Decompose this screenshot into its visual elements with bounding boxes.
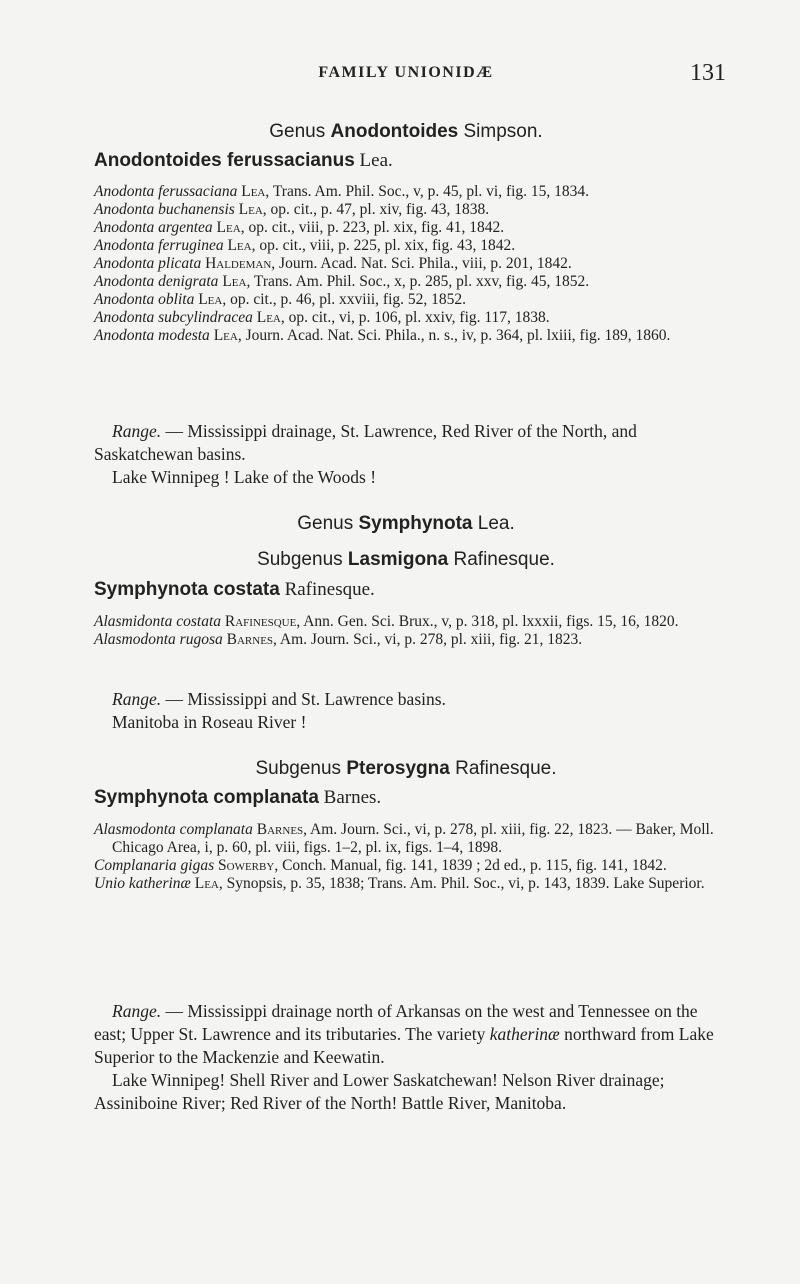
synonym-name: Anodonta modesta [94,327,210,344]
synonym-entry [94,613,718,631]
synonym-author: Lea [227,237,252,254]
page-number: 131 [690,60,726,86]
synonym-author: Rafinesque [224,613,297,630]
synonym-entry [94,631,718,649]
genus-name: Symphynota [358,513,473,534]
synonym-citation: , Ann. Gen. Sci. Brux., v, p. 318, pl. lxxxii, figs. 15, 16, 1820. [296,613,679,630]
genus-author: Lea. [472,513,515,534]
subgenus-author: Rafinesque. [449,758,557,779]
localities-paragraph: Lake Winnipeg! Shell River and Lower Saskatchewan! Nelson River drainage; Assiniboine River; Red River of the North! Battle River, Manitoba. [94,1070,665,1113]
synonym-entry [94,237,718,255]
synonym-name: Alasmodonta complanata [94,821,253,838]
synonym-citation: , Am. Journ. Sci., vi, p. 278, pl. xiii, fig. 22, 1823. — Baker, Moll. Chicago Area, i, p. 60, pl. viii, figs. 1–2, pl. ix, figs. 1–4, 1898. [112,821,714,856]
synonym-entry [94,201,718,219]
synonym-author: Sowerby [218,857,275,874]
synonym-name: Complanaria gigas [94,857,215,874]
subgenus-name: Lasmigona [347,549,449,570]
synonym-author: Barnes [226,631,274,648]
synonym-author: Lea [198,291,223,308]
synonym-name: Anodonta subcylindracea [94,309,253,326]
synonym-entry [94,309,718,327]
range-paragraph [94,1000,718,1069]
synonym-author: Barnes [256,821,304,838]
synonym-name: Anodonta buchanensis [94,201,235,218]
synonym-name: Anodonta ferussaciana [94,183,238,200]
genus-heading-symphynota [94,512,718,536]
synonym-name: Anodonta plicata [94,255,202,272]
synonym-citation: , op. cit., p. 47, pl. xiv, fig. 43, 1838. [262,201,490,218]
species-author: Barnes. [318,787,382,808]
synonym-entry [94,875,718,893]
synonym-name: Anodonta argentea [94,219,213,236]
species-author: Rafinesque. [279,579,375,600]
synonym-author: Lea [213,327,238,344]
range-paragraph [94,688,718,711]
synonym-citation: , Trans. Am. Phil. Soc., x, p. 285, pl. xxv, fig. 45, 1852. [246,273,590,290]
species-author: Lea. [354,150,393,171]
range-text-continued: northward from Lake Superior to the Mackenzie and Keewatin. [94,1024,714,1067]
synonym-name: Anodonta ferruginea [94,237,224,254]
species-heading-complanata [94,786,718,810]
synonym-citation: , op. cit., viii, p. 225, pl. xix, fig. 43, 1842. [251,237,516,254]
synonym-author: Lea [241,183,266,200]
range-block [94,420,718,489]
synonym-citation: , op. cit., viii, p. 223, pl. xix, fig. 41, 1842. [240,219,505,236]
synonymy-list [94,183,718,345]
synonym-entry [94,219,718,237]
running-head [94,60,726,88]
genus-prefix: Genus [269,121,331,142]
running-head-title: FAMILY UNIONIDÆ [318,64,494,81]
synonym-author: Lea [194,875,219,892]
synonym-author: Lea [222,273,247,290]
subgenus-heading-pterosygna [94,757,718,781]
range-label: Range. [112,689,162,709]
range-block [94,688,718,734]
synonym-citation: , Conch. Manual, fig. 141, 1839 ; 2d ed., p. 115, fig. 141, 1842. [274,857,667,874]
genus-heading-anodontoides [94,120,718,144]
species-heading-costata [94,578,718,602]
synonym-name: Unio katherinæ [94,875,191,892]
species-name: Anodontoides ferussacianus [94,150,355,171]
subgenus-heading-lasmigona [94,548,718,572]
genus-name: Anodontoides [330,121,459,142]
synonym-author: Lea [216,219,241,236]
synonym-name: Anodonta denigrata [94,273,219,290]
synonym-entry [94,857,718,875]
range-text: — Mississippi drainage north of Arkansas on the west and Tennessee on the east; Upper St. Lawrence and its tributaries. The variety [94,1001,698,1044]
range-text: — Mississippi drainage, St. Lawrence, Red River of the North, and Saskatchewan basins. [94,421,637,464]
genus-author: Simpson. [458,121,543,142]
synonym-name: Alasmidonta costata [94,613,222,630]
synonymy-list [94,821,718,893]
range-block [94,1000,718,1115]
synonym-author: Lea [256,309,281,326]
subgenus-name: Pterosygna [346,758,450,779]
range-label: Range. [112,421,162,441]
synonym-citation: , op. cit., vi, p. 106, pl. xxiv, fig. 117, 1838. [280,309,550,326]
subgenus-author: Rafinesque. [448,549,555,570]
synonym-citation: , Journ. Acad. Nat. Sci. Phila., n. s., iv, p. 364, pl. lxiii, fig. 189, 1860. [237,327,671,344]
range-variety: katherinæ [489,1024,560,1044]
synonym-entry [94,183,718,201]
synonym-author: Lea [238,201,263,218]
synonym-entry [94,255,718,273]
synonym-name: Anodonta oblita [94,291,195,308]
synonymy-list [94,613,718,649]
range-label: Range. [112,1001,162,1021]
synonym-author: Haldeman [205,255,272,272]
range-paragraph [94,420,718,466]
synonym-entry [94,291,718,309]
species-heading-ferussacianus [94,149,718,173]
subgenus-prefix: Subgenus [257,549,348,570]
synonym-citation: , Am. Journ. Sci., vi, p. 278, pl. xiii, fig. 21, 1823. [273,631,583,648]
synonym-entry [94,327,718,345]
synonym-citation: , Synopsis, p. 35, 1838; Trans. Am. Phil. Soc., vi, p. 143, 1839. Lake Superior. [218,875,705,892]
localities-paragraph: Manitoba in Roseau River ! [112,712,307,732]
synonym-citation: , op. cit., p. 46, pl. xxviii, fig. 52, 1852. [222,291,467,308]
synonym-citation: , Trans. Am. Phil. Soc., v, p. 45, pl. vi, fig. 15, 1834. [265,183,590,200]
species-name: Symphynota complanata [94,787,319,808]
synonym-citation: , Journ. Acad. Nat. Sci. Phila., viii, p. 201, 1842. [271,255,572,272]
synonym-entry [94,273,718,291]
synonym-entry [94,821,718,857]
subgenus-prefix: Subgenus [255,758,347,779]
localities-paragraph: Lake Winnipeg ! Lake of the Woods ! [112,467,377,487]
genus-prefix: Genus [297,513,359,534]
range-text: — Mississippi and St. Lawrence basins. [161,689,446,709]
species-name: Symphynota costata [94,579,280,600]
synonym-name: Alasmodonta rugosa [94,631,223,648]
